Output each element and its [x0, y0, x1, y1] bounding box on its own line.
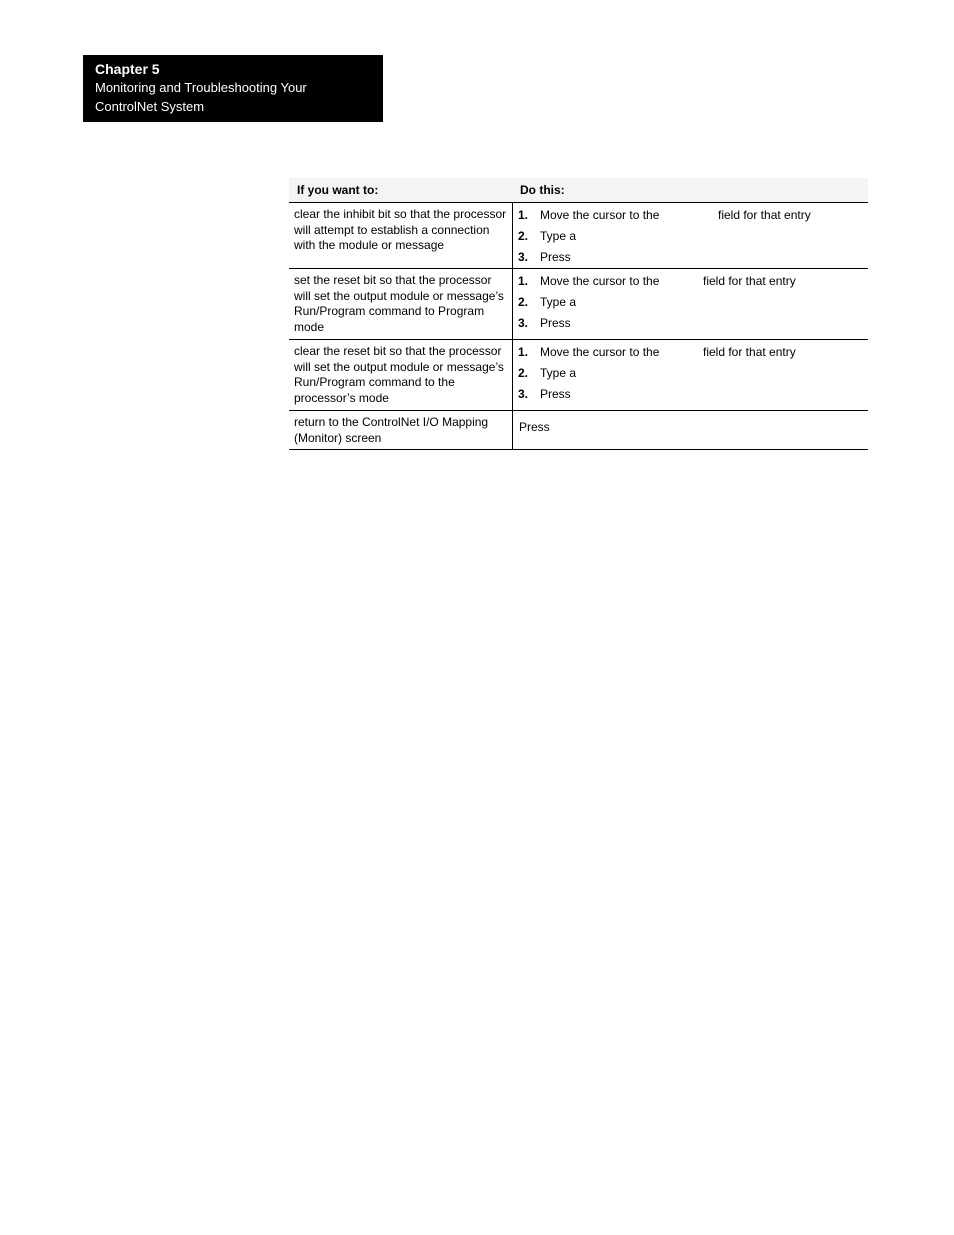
step [518, 248, 868, 269]
table-row [289, 411, 868, 450]
step [518, 293, 868, 314]
chapter-title-line-2: ControlNet System [95, 99, 205, 114]
chapter-header [83, 55, 383, 122]
table-header [289, 178, 868, 203]
step-text-tail: field for that entry [718, 208, 811, 222]
column-header-want: If you want to: [297, 183, 379, 197]
do-cell [513, 269, 868, 339]
step-text-tail: field for that entry [703, 274, 796, 288]
column-header-do: Do this: [520, 183, 565, 197]
step-number: 2. [518, 295, 529, 309]
do-cell [513, 340, 868, 410]
step [518, 385, 868, 406]
step [518, 364, 868, 385]
step [518, 272, 868, 293]
step-text: Move the cursor to the [540, 345, 660, 359]
step-text: Type a [540, 366, 577, 380]
instructions-table [289, 178, 868, 450]
step-text: Press [540, 387, 571, 401]
chapter-title-line-1: Monitoring and Troubleshooting Your [95, 80, 307, 95]
want-cell: return to the ControlNet I/O Mapping (Monitor) screen [289, 411, 513, 449]
step-text: Type a [540, 295, 577, 309]
step-text-tail: field for that entry [703, 345, 796, 359]
step-number: 3. [518, 387, 529, 401]
step [518, 227, 868, 248]
want-cell: set the reset bit so that the processor will set the output module or message’s Run/Program command to Program mode [289, 269, 513, 339]
step-number: 2. [518, 229, 529, 243]
do-cell [513, 411, 868, 449]
want-cell: clear the inhibit bit so that the processor will attempt to establish a connection with the module or message [289, 203, 513, 268]
step-text: Press [540, 250, 571, 264]
step-text: Press [519, 420, 550, 434]
step-number: 1. [518, 274, 529, 288]
step-number: 1. [518, 345, 529, 359]
table-row [289, 340, 868, 411]
step [518, 343, 868, 364]
do-cell [513, 203, 868, 268]
chapter-label: Chapter 5 [95, 61, 160, 77]
step-number: 3. [518, 316, 529, 330]
step [518, 314, 868, 335]
step-number: 1. [518, 208, 529, 222]
want-cell: clear the reset bit so that the processor will set the output module or message’s Run/Program command to the processor’s mode [289, 340, 513, 410]
step-text: Move the cursor to the [540, 274, 660, 288]
table-row [289, 203, 868, 269]
step-text: Type a [540, 229, 577, 243]
step-text: Press [540, 316, 571, 330]
step-number: 3. [518, 250, 529, 264]
step [518, 206, 868, 227]
step-text: Move the cursor to the [540, 208, 660, 222]
step-number: 2. [518, 366, 529, 380]
table-row [289, 269, 868, 340]
